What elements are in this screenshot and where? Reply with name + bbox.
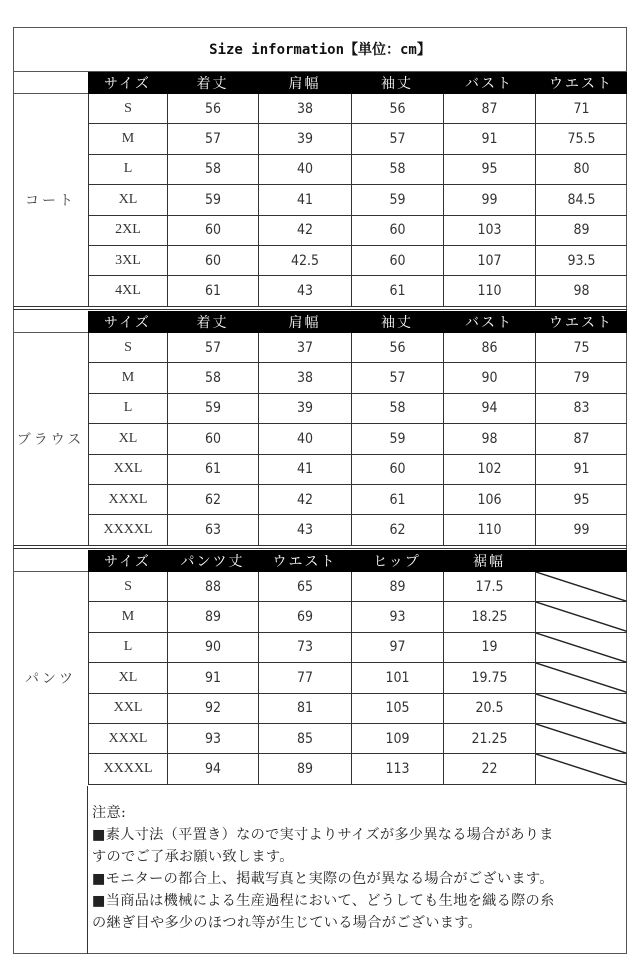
measurement-cell: 38 [258, 363, 351, 392]
measurement-cell: 60 [351, 216, 443, 245]
table-row [88, 602, 627, 632]
measurement-cell: 56 [351, 333, 443, 362]
measurement-cell: 75.5 [535, 124, 627, 153]
size-cell: L [88, 155, 167, 184]
measurement-cell: 61 [167, 276, 258, 305]
measurement-cell: 83 [535, 394, 627, 423]
table-row [88, 333, 627, 363]
size-cell: XL [88, 663, 167, 692]
measurement-cell: 89 [351, 572, 443, 601]
notes-line: ■モニターの都合上、掲載写真と実際の色が異なる場合がございます。 [92, 871, 554, 887]
size-cell: M [88, 363, 167, 392]
measurement-cell: 89 [167, 602, 258, 631]
measurement-cell: 113 [351, 754, 443, 783]
measurement-cell: 75 [535, 333, 627, 362]
measurement-cell: 58 [351, 394, 443, 423]
column-header: 肩幅 [288, 76, 321, 92]
measurement-cell: 20.5 [443, 694, 535, 723]
measurement-cell: 60 [351, 246, 443, 275]
size-grid [88, 94, 627, 307]
column-header: ウエスト [549, 76, 613, 92]
measurement-cell: 85 [258, 724, 351, 753]
measurement-cell: 110 [443, 276, 535, 305]
measurement-cell: 95 [443, 155, 535, 184]
measurement-cell: 73 [258, 633, 351, 662]
column-header: バスト [465, 315, 513, 331]
size-cell: L [88, 394, 167, 423]
measurement-cell: 93.5 [535, 246, 627, 275]
measurement-cell: 97 [351, 633, 443, 662]
table-row [88, 724, 627, 754]
measurement-cell: 62 [167, 485, 258, 514]
measurement-cell: 61 [351, 276, 443, 305]
header-blank-cell [13, 311, 88, 333]
size-cell: M [88, 124, 167, 153]
measurement-cell: 40 [258, 155, 351, 184]
table-row [88, 633, 627, 663]
size-grid [88, 333, 627, 546]
measurement-cell: 43 [258, 515, 351, 544]
table-row [88, 216, 627, 246]
measurement-cell: 60 [167, 246, 258, 275]
measurement-cell: 102 [443, 455, 535, 484]
notes-line: すのでご了承お願い致します。 [92, 849, 294, 865]
measurement-cell: 61 [351, 485, 443, 514]
measurement-cell: 60 [167, 216, 258, 245]
measurement-cell: 59 [167, 185, 258, 214]
measurement-cell: 63 [167, 515, 258, 544]
empty-diagonal-cell [535, 663, 627, 692]
table-row [88, 94, 627, 124]
column-header: サイズ [104, 315, 151, 331]
size-cell: XL [88, 185, 167, 214]
table-row [88, 455, 627, 485]
measurement-cell: 110 [443, 515, 535, 544]
size-section [13, 311, 627, 546]
measurement-cell: 79 [535, 363, 627, 392]
measurement-cell: 43 [258, 276, 351, 305]
notes-line: ■素人寸法（平置き）なので実寸よりサイズが多少異なる場合がありま [92, 827, 554, 843]
measurement-cell: 88 [167, 572, 258, 601]
measurement-cell: 58 [351, 155, 443, 184]
measurement-cell: 94 [167, 754, 258, 783]
table-row [88, 246, 627, 276]
measurement-cell: 59 [351, 185, 443, 214]
section-divider [13, 306, 627, 310]
size-grid [88, 572, 627, 785]
size-cell: XXXXL [88, 515, 167, 544]
table-row [88, 515, 627, 545]
size-cell: XXXL [88, 485, 167, 514]
measurement-cell: 109 [351, 724, 443, 753]
column-header: ヒップ [373, 554, 421, 570]
measurement-cell: 93 [167, 724, 258, 753]
notes-block [92, 802, 624, 934]
column-header: 袖丈 [381, 76, 413, 92]
measurement-cell: 58 [167, 363, 258, 392]
category-label: コート [25, 193, 76, 210]
measurement-cell: 103 [443, 216, 535, 245]
measurement-cell: 21.25 [443, 724, 535, 753]
measurement-cell: 99 [443, 185, 535, 214]
diagonal-slash-icon [536, 694, 627, 723]
diagonal-slash-icon [536, 572, 627, 601]
measurement-cell: 59 [167, 394, 258, 423]
measurement-cell: 69 [258, 602, 351, 631]
measurement-cell: 42.5 [258, 246, 351, 275]
measurement-cell: 90 [167, 633, 258, 662]
table-row [88, 694, 627, 724]
measurement-cell: 56 [167, 94, 258, 123]
table-row [88, 754, 627, 784]
notes-category-cell [13, 786, 88, 954]
measurement-cell: 39 [258, 124, 351, 153]
table-row [88, 485, 627, 515]
measurement-cell: 57 [351, 363, 443, 392]
table-row [88, 276, 627, 306]
measurement-cell: 91 [535, 455, 627, 484]
measurement-cell: 101 [351, 663, 443, 692]
measurement-cell: 99 [535, 515, 627, 544]
header-blank-cell [13, 72, 88, 94]
empty-diagonal-cell [535, 724, 627, 753]
measurement-cell: 17.5 [443, 572, 535, 601]
chart-title: Size information【単位：cm】 [13, 27, 627, 72]
column-header: 着丈 [196, 315, 229, 331]
empty-diagonal-cell [535, 694, 627, 723]
size-cell: XXXXL [88, 754, 167, 783]
measurement-cell: 84.5 [535, 185, 627, 214]
size-section [13, 72, 627, 307]
measurement-cell: 107 [443, 246, 535, 275]
table-row [88, 663, 627, 693]
measurement-cell: 91 [443, 124, 535, 153]
size-section [13, 550, 627, 785]
size-cell: XXL [88, 455, 167, 484]
column-header: 裾幅 [473, 554, 505, 570]
size-cell: XXL [88, 694, 167, 723]
measurement-cell: 19 [443, 633, 535, 662]
column-header [535, 550, 627, 572]
table-row [88, 424, 627, 454]
table-row [88, 185, 627, 215]
measurement-cell: 42 [258, 216, 351, 245]
measurement-cell: 59 [351, 424, 443, 453]
column-header: バスト [465, 76, 513, 92]
category-label: ブラウス [16, 432, 85, 449]
diagonal-slash-icon [536, 602, 627, 631]
notes-line: の継ぎ目や多少のほつれ等が生じている場合がございます。 [92, 915, 483, 931]
measurement-cell: 37 [258, 333, 351, 362]
size-cell: M [88, 602, 167, 631]
size-cell: XXXL [88, 724, 167, 753]
empty-diagonal-cell [535, 572, 627, 601]
measurement-cell: 38 [258, 94, 351, 123]
measurement-cell: 22 [443, 754, 535, 783]
empty-diagonal-cell [535, 602, 627, 631]
table-row [88, 363, 627, 393]
diagonal-slash-icon [536, 663, 627, 692]
column-header: サイズ [104, 76, 151, 92]
measurement-cell: 87 [443, 94, 535, 123]
section-divider [13, 545, 627, 549]
column-header: ウエスト [272, 554, 337, 570]
diagonal-slash-icon [536, 754, 627, 783]
measurement-cell: 77 [258, 663, 351, 692]
column-header: 袖丈 [381, 315, 413, 331]
measurement-cell: 60 [351, 455, 443, 484]
table-row [88, 572, 627, 602]
measurement-cell: 42 [258, 485, 351, 514]
measurement-cell: 81 [258, 694, 351, 723]
column-header: サイズ [104, 554, 151, 570]
measurement-cell: 19.75 [443, 663, 535, 692]
column-header: 肩幅 [288, 315, 321, 331]
measurement-cell: 41 [258, 185, 351, 214]
notes-heading: 注意: [92, 805, 127, 821]
measurement-cell: 86 [443, 333, 535, 362]
measurement-cell: 89 [535, 216, 627, 245]
measurement-cell: 71 [535, 94, 627, 123]
column-header: ウエスト [549, 315, 613, 331]
size-cell: S [88, 572, 167, 601]
table-row [88, 394, 627, 424]
table-header-row [88, 72, 627, 94]
measurement-cell: 57 [167, 124, 258, 153]
measurement-cell: 91 [167, 663, 258, 692]
measurement-cell: 93 [351, 602, 443, 631]
measurement-cell: 98 [443, 424, 535, 453]
empty-diagonal-cell [535, 754, 627, 783]
size-cell: 2XL [88, 216, 167, 245]
size-cell: 4XL [88, 276, 167, 305]
size-cell: L [88, 633, 167, 662]
measurement-cell: 89 [258, 754, 351, 783]
header-blank-cell [13, 550, 88, 572]
table-header-row [88, 550, 627, 572]
measurement-cell: 61 [167, 455, 258, 484]
measurement-cell: 39 [258, 394, 351, 423]
measurement-cell: 57 [167, 333, 258, 362]
measurement-cell: 90 [443, 363, 535, 392]
measurement-cell: 87 [535, 424, 627, 453]
measurement-cell: 98 [535, 276, 627, 305]
diagonal-slash-icon [536, 633, 627, 662]
table-row [88, 155, 627, 185]
diagonal-slash-icon [536, 724, 627, 753]
size-cell: S [88, 333, 167, 362]
measurement-cell: 95 [535, 485, 627, 514]
measurement-cell: 58 [167, 155, 258, 184]
notes-line: ■当商品は機械による生産過程において、どうしても生地を織る際の糸 [92, 893, 555, 909]
size-cell: S [88, 94, 167, 123]
measurement-cell: 40 [258, 424, 351, 453]
table-row [88, 124, 627, 154]
table-header-row [88, 311, 627, 333]
measurement-cell: 65 [258, 572, 351, 601]
category-label: パンツ [25, 671, 76, 688]
measurement-cell: 80 [535, 155, 627, 184]
measurement-cell: 106 [443, 485, 535, 514]
column-header: 着丈 [196, 76, 229, 92]
measurement-cell: 92 [167, 694, 258, 723]
measurement-cell: 57 [351, 124, 443, 153]
measurement-cell: 60 [167, 424, 258, 453]
measurement-cell: 18.25 [443, 602, 535, 631]
empty-diagonal-cell [535, 633, 627, 662]
size-cell: XL [88, 424, 167, 453]
size-cell: 3XL [88, 246, 167, 275]
column-header: パンツ丈 [180, 554, 245, 570]
measurement-cell: 62 [351, 515, 443, 544]
measurement-cell: 41 [258, 455, 351, 484]
measurement-cell: 94 [443, 394, 535, 423]
measurement-cell: 56 [351, 94, 443, 123]
measurement-cell: 105 [351, 694, 443, 723]
